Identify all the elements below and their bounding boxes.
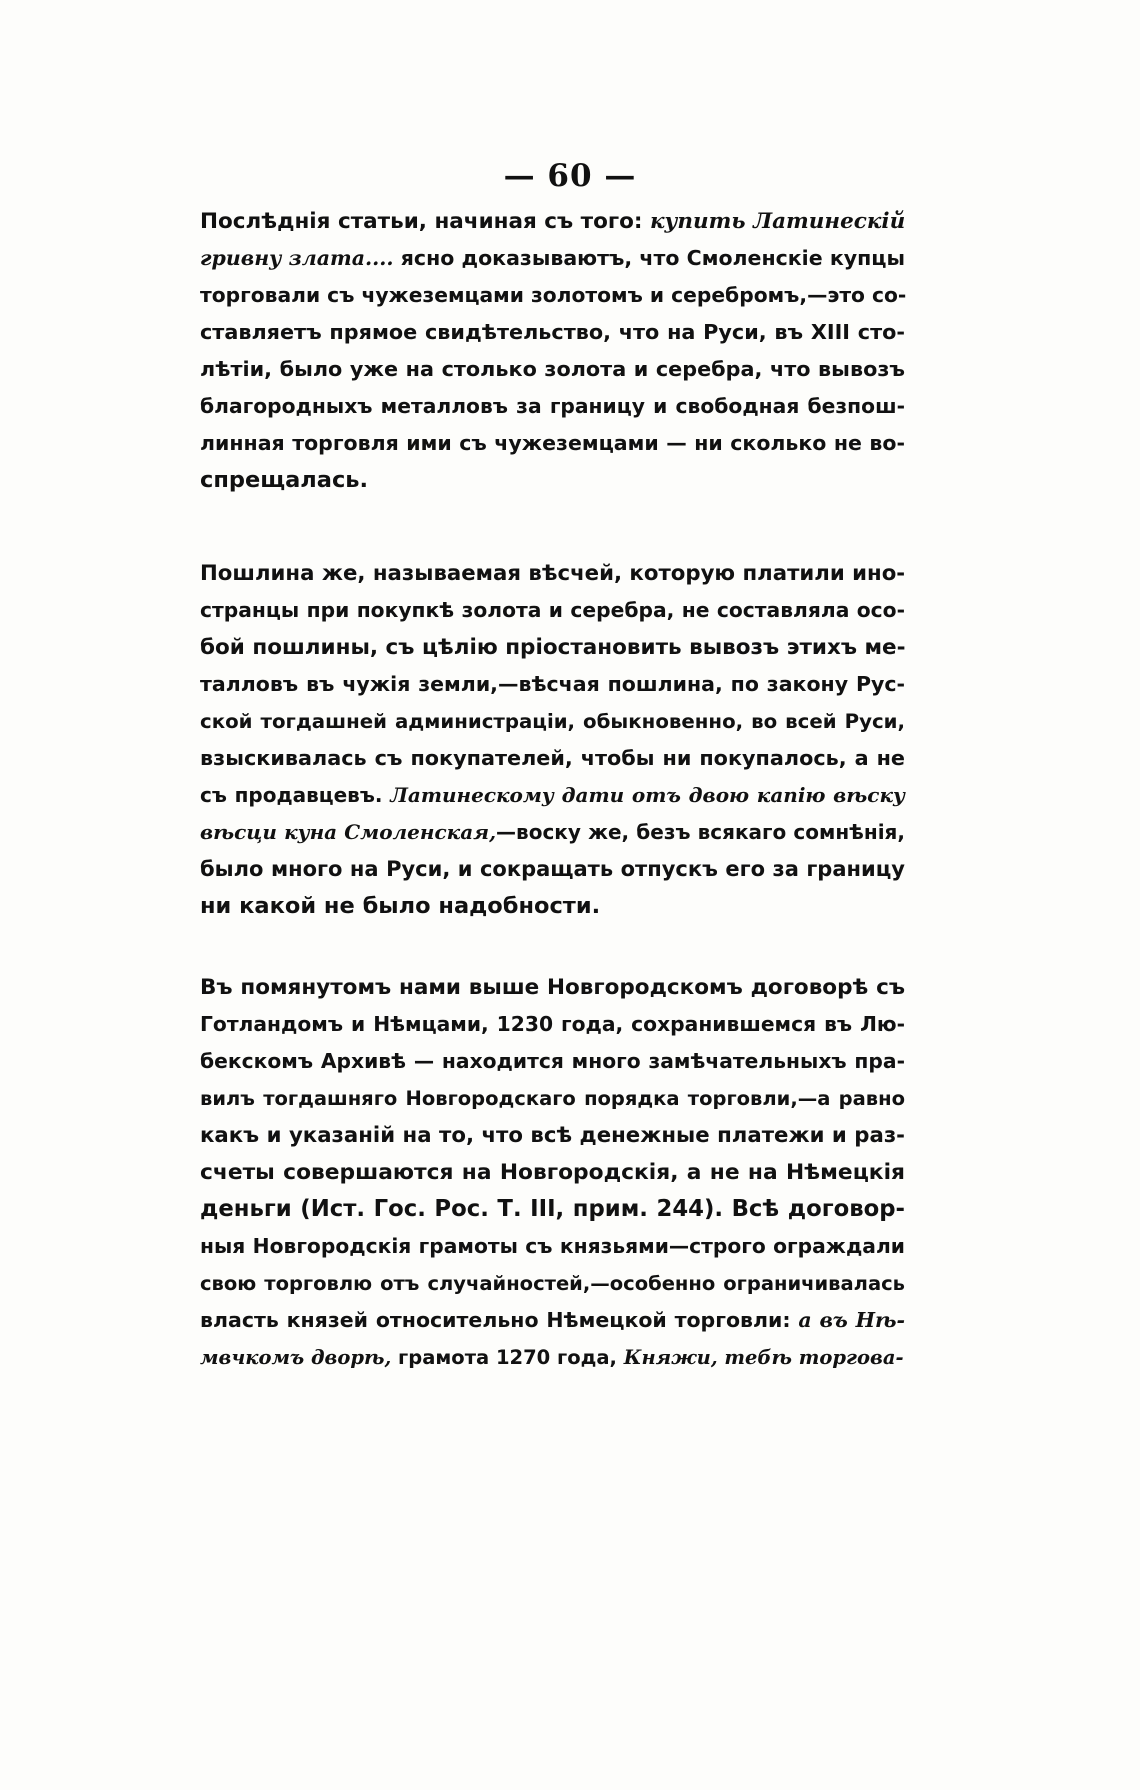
- text-line: [200, 969, 905, 1006]
- text-line: [200, 203, 905, 240]
- text-line: [200, 777, 905, 814]
- text-run: ской тогдашней администраціи, обыкновенно, во всей Руси,: [200, 710, 905, 733]
- text-line: [200, 703, 905, 740]
- text-run: спрещалась.: [200, 467, 369, 493]
- text-line: [200, 555, 905, 592]
- text-run: было много на Руси, и сокращать отпускъ его за границу: [200, 857, 905, 881]
- text-line: [200, 851, 905, 888]
- text-run: счеты совершаются на Новгородскія, а не на Нѣмецкія: [200, 1160, 905, 1185]
- text-run: ни какой не было надобности.: [200, 893, 601, 919]
- text-run: лѣтіи, было уже на столько золота и серебра, что вывозъ: [200, 357, 905, 381]
- page-number: — 60 —: [503, 158, 637, 194]
- italic-run: гривну злата....: [200, 246, 394, 270]
- text-line: [200, 1154, 905, 1191]
- text-run: деньги (Ист. Гос. Рос. Т. III, прим. 244). Всѣ договор-: [200, 1196, 905, 1222]
- text-line: [200, 666, 905, 703]
- text-line: [200, 1191, 905, 1228]
- text-run: грамота 1270 года,: [391, 1346, 624, 1369]
- text-line: [200, 1006, 905, 1043]
- text-line: [200, 1117, 905, 1154]
- text-line: [200, 814, 905, 851]
- text-line: [200, 1043, 905, 1080]
- text-run: вилъ тогдашняго Новгородскаго порядка торговли,—а равно: [200, 1087, 905, 1110]
- text-line: [200, 1265, 905, 1302]
- text-run: торговали съ чужеземцами золотомъ и серебромъ,—это со-: [200, 283, 907, 307]
- text-line: [200, 314, 905, 351]
- text-run: какъ и указаній на то, что всѣ денежные платежи и раз-: [200, 1123, 905, 1148]
- text-run: талловъ въ чужія земли,—вѣсчая пошлина, по закону Рус-: [200, 672, 905, 696]
- text-line: [200, 388, 905, 425]
- text-line: [200, 592, 905, 629]
- text-run: взыскивалась съ покупателей, чтобы ни покупалось, а не: [200, 746, 905, 770]
- text-run: благородныхъ металловъ за границу и свободная безпош-: [200, 394, 905, 418]
- text-line: [200, 1302, 905, 1339]
- italic-run: Княжи, тебѣ торгова-: [623, 1346, 904, 1369]
- paragraph-1: [200, 203, 905, 499]
- text-run: —воску же, безъ всякаго сомнѣнія,: [496, 820, 905, 844]
- text-line: [200, 740, 905, 777]
- text-run: ставляетъ прямое свидѣтельство, что на Руси, въ XIII сто-: [200, 320, 905, 344]
- italic-run: купить Латинескій: [650, 209, 906, 234]
- text-run: бой пошлины, съ цѣлію пріостановить вывозъ этихъ ме-: [200, 635, 906, 660]
- paragraph-2: [200, 555, 905, 925]
- paragraph-3: [200, 969, 905, 1376]
- text-line: [200, 629, 905, 666]
- text-run: съ продавцевъ.: [200, 783, 391, 807]
- text-run: ясно доказываютъ, что Смоленскіе купцы: [393, 246, 905, 270]
- text-line: [200, 351, 905, 388]
- text-run: Послѣднія статьи, начиная съ того:: [200, 209, 650, 234]
- text-run: ныя Новгородскія грамоты съ князьями—строго ограждали: [200, 1234, 905, 1258]
- text-run: Пошлина же, называемая вѣсчей, которую платили ино-: [200, 561, 906, 586]
- text-run: линная торговля ими съ чужеземцами — ни сколько не во-: [200, 431, 905, 455]
- italic-run: Латинескому дати отъ двою капію вѣску: [390, 783, 905, 807]
- text-line: [200, 240, 905, 277]
- text-line: [200, 277, 905, 314]
- text-line: [200, 425, 905, 462]
- italic-run: а въ Нѣ-: [798, 1308, 906, 1332]
- italic-run: мвчкомъ дворѣ,: [200, 1346, 392, 1369]
- text-line: [200, 1228, 905, 1265]
- text-line: [200, 888, 905, 925]
- text-line: [200, 462, 905, 499]
- text-run: власть князей относительно Нѣмецкой торговли:: [200, 1308, 799, 1332]
- text-run: Готландомъ и Нѣмцами, 1230 года, сохранившемся въ Лю-: [200, 1012, 905, 1036]
- text-run: Въ помянутомъ нами выше Новгородскомъ договорѣ съ: [200, 975, 905, 1000]
- text-line: [200, 1339, 905, 1376]
- text-run: свою торговлю отъ случайностей,—особенно ограничивалась: [200, 1272, 905, 1295]
- text-run: бекскомъ Архивѣ — находится много замѣчательныхъ пра-: [200, 1049, 905, 1073]
- text-line: [200, 1080, 905, 1117]
- italic-run: вѣсци куна Смоленская,: [200, 820, 497, 844]
- text-run: странцы при покупкѣ золота и серебра, не составляла осо-: [200, 598, 905, 622]
